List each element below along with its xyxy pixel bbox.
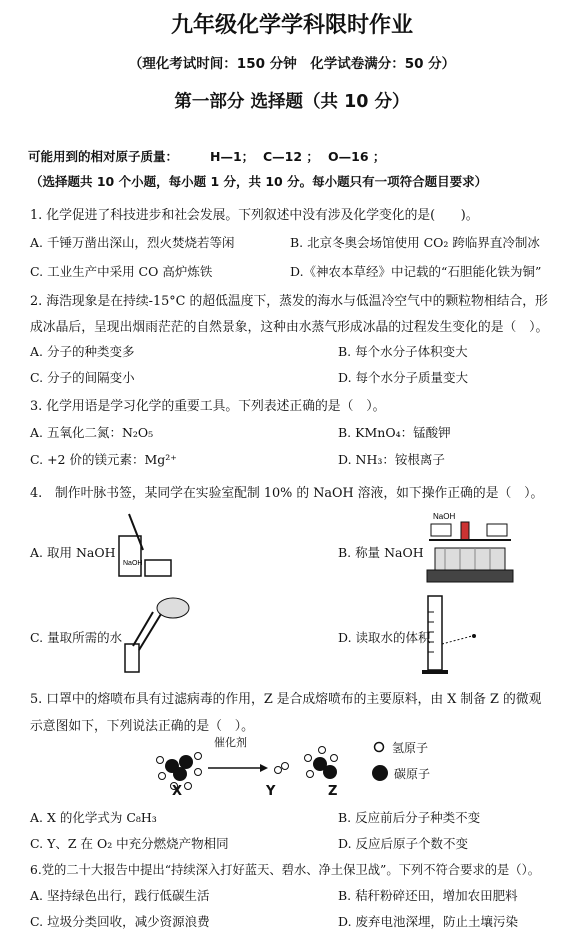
instructions: （选择题共 10 个小题，每小题 1 分，共 10 分。每小题只有一项符合题目要求）	[30, 174, 488, 189]
label-z: Z	[328, 784, 338, 799]
q1-option-d[interactable]: D.《神农本草经》中记载的“石胆能化铁为铜”	[290, 264, 542, 279]
legend-carbon: 碳原子	[394, 767, 431, 781]
balance-label: NaOH	[433, 512, 456, 521]
balance-illustration	[425, 510, 515, 588]
q2-option-c[interactable]: C. 分子的间隔变小	[30, 370, 135, 385]
q6-option-c[interactable]: C. 垃圾分类回收，减少资源浪费	[30, 914, 210, 929]
q5-option-d[interactable]: D. 反应后原子个数不变	[338, 836, 469, 851]
section-title: 第一部分 选择题（共 10 分）	[174, 92, 410, 112]
carbon-atom-icon	[370, 763, 390, 783]
q6-stem: 6.党的二十大报告中提出“持续深入打好蓝天、碧水、净土保卫战”。下列不符合要求的是（）。	[30, 863, 541, 877]
catalyst-label: 催化剂	[214, 736, 247, 749]
spoon-bottle-illustration	[115, 510, 175, 580]
q3-option-b[interactable]: B. KMnO₄：锰酸钾	[338, 425, 451, 440]
atomic-mass-h: H—1；	[210, 149, 255, 164]
q4-option-a[interactable]: A. 取用 NaOH	[30, 545, 116, 560]
graduated-cylinder-pour-illustration	[115, 590, 195, 675]
q5-stem-line2: 示意图如下，下列说法正确的是（ ）。	[30, 719, 254, 734]
q4-option-c[interactable]: C. 量取所需的水	[30, 630, 123, 645]
q2-option-b[interactable]: B. 每个水分子体积变大	[338, 344, 468, 359]
q2-option-a[interactable]: A. 分子的种类变多	[30, 344, 135, 359]
q6-option-b[interactable]: B. 秸秆粉碎还田，增加农田肥料	[338, 888, 518, 903]
q3-option-d[interactable]: D. NH₃：铵根离子	[338, 452, 445, 467]
label-y: Y	[266, 784, 276, 799]
exam-time-note: （理化考试时间：150 分钟 化学试卷满分：50 分）	[128, 56, 456, 72]
q4-stem: 4. 制作叶脉书签，某同学在实验室配制 10% 的 NaOH 溶液，如下操作正确的是（ ）。	[30, 486, 544, 501]
molecule-z	[305, 747, 338, 780]
bottle-label: NaOH	[123, 560, 143, 567]
q6-option-d[interactable]: D. 废弃电池深埋，防止土壤污染	[338, 914, 519, 929]
q1-option-b[interactable]: B. 北京冬奥会场馆使用 CO₂ 跨临界直冷制冰	[290, 235, 540, 250]
reading-volume-illustration	[420, 592, 490, 676]
q4-option-d[interactable]: D. 读取水的体积	[338, 630, 431, 645]
page-title: 九年级化学学科限时作业	[170, 13, 413, 38]
q4-option-b[interactable]: B. 称量 NaOH	[338, 545, 424, 560]
q5-option-a[interactable]: A. X 的化学式为 C₈H₃	[30, 810, 157, 825]
q6-option-a[interactable]: A. 坚持绿色出行，践行低碳生活	[30, 888, 210, 903]
q5-option-c[interactable]: C. Y、Z 在 O₂ 中充分燃烧产物相同	[30, 836, 229, 851]
legend-hydrogen: 氢原子	[392, 741, 429, 755]
q1-stem: 1. 化学促进了科技进步和社会发展。下列叙述中没有涉及化学变化的是( )。	[30, 208, 479, 223]
q2-stem-line2: 成冰晶后，呈现出烟雨茫茫的自然景象，这种由水蒸气形成冰晶的过程发生变化的是（ ）。	[30, 320, 549, 335]
q3-stem: 3. 化学用语是学习化学的重要工具。下列表述正确的是（ ）。	[30, 399, 386, 414]
q5-stem-line1: 5. 口罩中的熔喷布具有过滤病毒的作用，Z 是合成熔喷布的主要原料，由 X 制备 Z 的微观	[30, 692, 542, 707]
molecule-y	[275, 763, 289, 774]
q5-option-b[interactable]: B. 反应前后分子种类不变	[338, 810, 481, 825]
atomic-mass-label: 可能用到的相对原子质量：	[28, 149, 179, 164]
atomic-mass-c: C—12 ；	[263, 149, 319, 164]
q2-option-d[interactable]: D. 每个水分子质量变大	[338, 370, 469, 385]
q3-option-c[interactable]: C. +2 价的镁元素：Mg²⁺	[30, 452, 177, 467]
atomic-mass-o: O—16 ；	[328, 149, 386, 164]
hydrogen-atom-icon	[372, 740, 386, 754]
q1-option-c[interactable]: C. 工业生产中采用 CO 高炉炼铁	[30, 264, 213, 279]
q3-option-a[interactable]: A. 五氧化二氮：N₂O₅	[30, 425, 154, 440]
q2-stem-line1: 2. 海浩现象是在持续-15°C 的超低温度下，蒸发的海水与低温冷空气中的颗粒物相结合，形	[30, 294, 548, 309]
q1-option-a[interactable]: A. 千锤万凿出深山，烈火焚烧若等闲	[30, 235, 235, 250]
label-x: X	[172, 784, 183, 799]
